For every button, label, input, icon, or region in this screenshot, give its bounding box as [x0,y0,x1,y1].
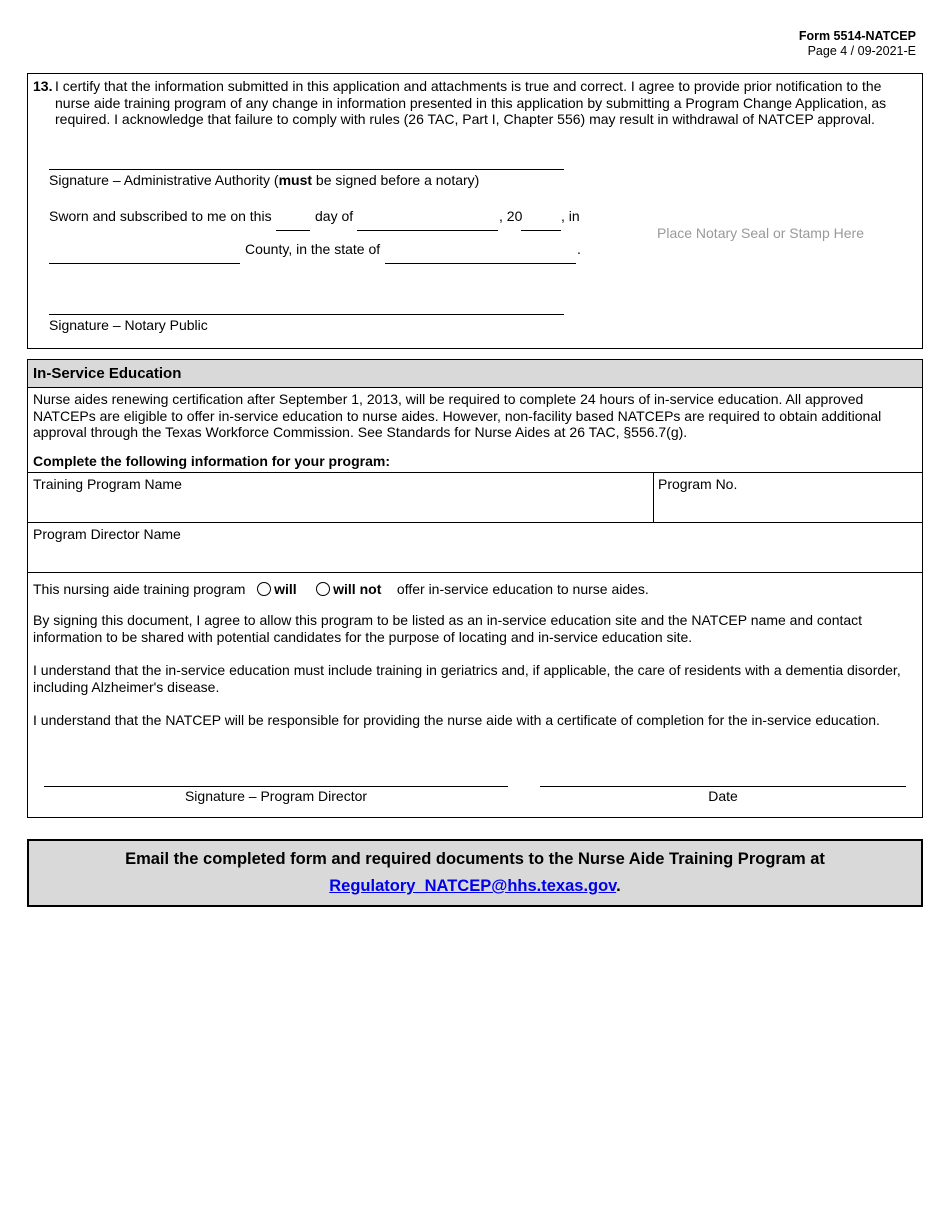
year-prefix: , 20 [499,208,523,224]
admin-signature-label: Signature – Administrative Authority (must be signed before a notary) [49,172,480,188]
notary-signature-line[interactable] [49,314,564,315]
county-label: County, in the state of [245,241,381,257]
county-field[interactable] [49,263,240,264]
notary-seal-placeholder: Place Notary Seal or Stamp Here [657,225,864,241]
page-info: Page 4 / 09-2021-E [807,44,916,58]
divider [28,522,922,523]
training-program-name-field[interactable] [29,492,651,520]
in-label: , in [561,208,580,224]
certificate-statement: I understand that the NATCEP will be responsible for providing the nurse aide with a certificate of completion for the in-service education. [33,712,880,728]
item-number: 13. [33,78,53,94]
inservice-intro: Nurse aides renewing certification after September 1, 2013, will be required to complete 24 hours of in-service education. All approved NATCEPs are eligible to offer in-service education to nurse aides. However, non-facility based NATCEPs are required to obtain additional approval through the Texas Workforce Commission. See Standards for Nurse Aides at 26 TAC, §556.7(g). [33,391,882,440]
admin-signature-line[interactable] [49,169,564,170]
email-instruction-text: Email the completed form and required documents to the Nurse Aide Training Program at [125,850,825,868]
training-program-name-label: Training Program Name [33,476,182,492]
program-no-label: Program No. [658,476,738,492]
offer-statement: This nursing aide training program will will not offer in-service education to nurse aides. [33,581,649,597]
period: . [577,241,581,257]
email-line [29,877,921,896]
month-field[interactable] [357,230,498,231]
certification-section [27,73,923,349]
day-field[interactable] [276,230,310,231]
program-director-name-field[interactable] [29,542,919,570]
email-instructions [27,839,923,907]
director-signature-line[interactable] [44,786,508,787]
signing-agreement: By signing this document, I agree to allow this program to be listed as an in-service education site and the NATCEP name and contact information to be shared with potential candidates for the purpose of locating and in-service education site. [33,612,863,645]
certification-text: I certify that the information submitted in this application and attachments is true and correct. I agree to provide prior notification to the nurse aide training program of any change in information presented in this application by submitting a Program Change Application, as required. I acknowledge that failure to comply with rules (26 TAC, Part I, Chapter 556) may result in withdrawal of NATCEP approval. [55,78,887,127]
will-not-radio[interactable] [316,582,330,596]
program-director-name-label: Program Director Name [33,526,181,542]
director-signature-label: Signature – Program Director [184,788,368,804]
sworn-label: Sworn and subscribed to me on this [49,208,272,224]
program-no-field[interactable] [655,492,920,520]
will-radio[interactable] [257,582,271,596]
certification-statement [33,78,913,128]
notary-signature-label: Signature – Notary Public [49,317,208,333]
geriatrics-statement: I understand that the in-service education must include training in geriatrics and, if applicable, the care of residents with a dementia disorder, including Alzheimer's disease. [33,662,901,695]
form-number: Form 5514-NATCEP [798,29,916,43]
email-period: . [616,877,621,895]
divider [28,472,922,473]
divider [28,572,922,573]
day-of-label: day of [315,208,354,224]
state-field[interactable] [385,263,576,264]
year-field[interactable] [521,230,561,231]
date-label: Date [708,788,738,804]
section-title: In-Service Education [28,360,922,388]
date-line[interactable] [540,786,906,787]
email-link[interactable]: Regulatory_NATCEP@hhs.texas.gov [329,877,617,895]
column-divider [653,472,654,522]
complete-info-label: Complete the following information for your program: [33,453,390,469]
inservice-section [27,359,923,818]
